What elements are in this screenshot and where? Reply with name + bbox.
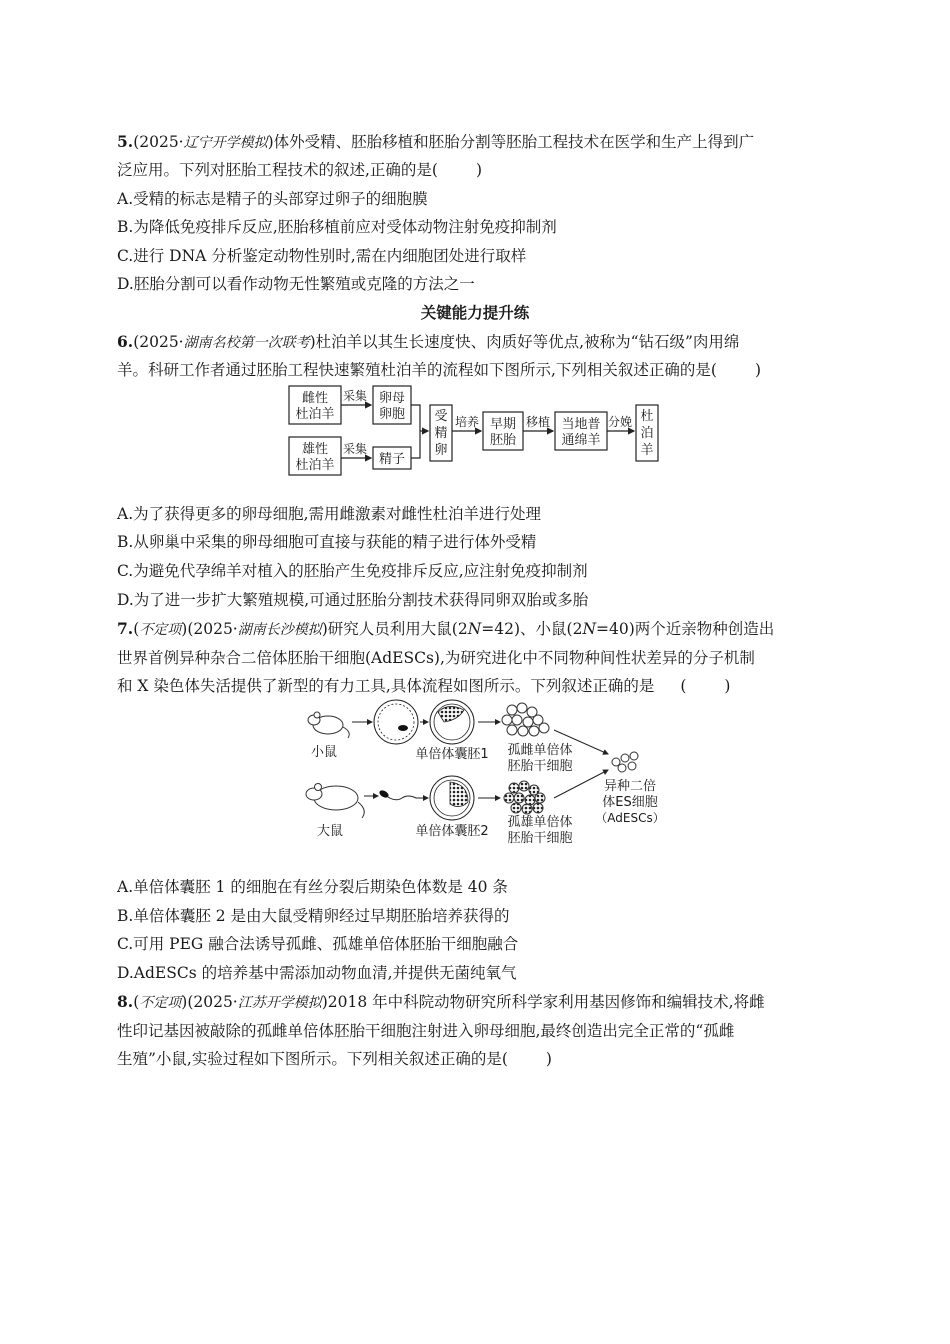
q8-tag-open: ( (133, 993, 140, 1011)
q7-option-c: C.可用 PEG 融合法诱导孤雌、孤雄单倍体胚胎干细胞融合 (117, 935, 519, 953)
q7-tag-close: ) (181, 620, 188, 638)
zygote-label-3: 卵 (434, 443, 448, 458)
q6-number: 6. (117, 332, 134, 351)
section-title: 关键能力提升练 (420, 304, 530, 322)
local-sheep-label-2: 通绵羊 (561, 433, 601, 448)
haploid-blastocyst-2-icon (430, 776, 474, 820)
female-esc-label-1: 孤雌单倍体 (507, 743, 573, 758)
q5-stem-1: )体外受精、胚胎移植和胚胎分割等胚胎工程技术在医学和生产上得到广 (267, 133, 755, 151)
q7-n1: N (467, 620, 482, 638)
blastocyst-1-label: 单倍体囊胚1 (415, 747, 489, 762)
q6-option-a: A.为了获得更多的卵母细胞,需用雌激素对雌性杜泊羊进行处理 (117, 505, 542, 523)
collect-label-1: 采集 (342, 389, 368, 403)
oocyte-label-1: 卵母 (378, 391, 406, 406)
male-esc-label-1: 孤雄单倍体 (507, 815, 573, 830)
q6-stem-line-1 (117, 328, 833, 357)
culture-label: 培养 (454, 415, 480, 429)
q7-tag: 不定项 (139, 622, 182, 638)
q8-source-open: (2025· (187, 993, 238, 1011)
female-esc-label-2: 胚胎干细胞 (507, 759, 573, 774)
q5-number: 5. (117, 132, 134, 151)
q6-stem-2: 羊。科研工作者通过胚胎工程快速繁殖杜泊羊的流程如下图所示,下列相关叙述正确的是( (117, 361, 717, 379)
q7-option-d: D.AdESCs 的培养基中需添加动物血清,并提供无菌纯氧气 (117, 964, 517, 982)
q5-stem-2: 泛应用。下列对胚胎工程技术的叙述,正确的是( (117, 161, 438, 179)
q7-stem-3: 和 X 染色体失活提供了新型的有力工具,具体流程如图所示。下列叙述正确的是 (117, 677, 655, 695)
q7-source: 湖南长沙模拟 (237, 622, 322, 638)
transfer-label: 移植 (525, 415, 551, 429)
q8-number: 8. (117, 992, 134, 1011)
dorper-offspring-label-2: 泊 (640, 426, 654, 441)
q7-option-b: B.单倍体囊胚 2 是由大鼠受精卵经过早期胚胎培养获得的 (117, 907, 510, 925)
male-dorper-label-2: 杜泊羊 (295, 458, 335, 473)
rat-label: 大鼠 (316, 824, 344, 839)
q8-source: 江苏开学模拟 (237, 995, 322, 1011)
male-esc-label-2: 胚胎干细胞 (507, 831, 573, 846)
q6-stem-1: )杜泊羊以其生长速度快、肉质好等优点,被称为“钻石级”肉用绵 (309, 333, 740, 351)
q8-stem-close: ) (545, 1050, 552, 1068)
female-dorper-label-2: 杜泊羊 (295, 407, 335, 422)
birth-label: 分娩 (607, 415, 633, 429)
early-embryo-label-1: 早期 (489, 417, 517, 432)
q6-option-c: C.为避免代孕绵羊对植入的胚胎产生免疫排斥反应,应注射免疫抑制剂 (117, 562, 588, 580)
q8-stem-line-1 (117, 988, 833, 1017)
q7-stem-line-2: 世界首例异种杂合二倍体胚胎干细胞(AdESCs),为研究进化中不同物种间性状差异的分子机制 (117, 649, 755, 667)
oocyte-icon (374, 700, 418, 744)
q7-stem-1b: =42)、小鼠(2 (481, 620, 583, 638)
q5-option-c: C.进行 DNA 分析鉴定动物性别时,需在内细胞团处进行取样 (117, 247, 527, 265)
q7-number: 7. (117, 619, 134, 638)
merge-bracket (411, 405, 420, 458)
q6-option-d: D.为了进一步扩大繁殖规模,可通过胚胎分割技术获得同卵双胎或多胎 (117, 591, 589, 609)
q7-n2: N (582, 620, 596, 638)
q6-source-open: (2025· (133, 333, 184, 351)
parthenogenetic-esc-cluster-icon (502, 703, 549, 736)
q5-stem-line-2 (117, 156, 833, 184)
q6-stem-close: ) (754, 361, 762, 379)
male-dorper-label-1: 雄性 (301, 442, 329, 457)
q8-stem-line-2: 性印记基因被敲除的孤雌单倍体胚胎干细胞注射进入卵母细胞,最终创造出完全正常的“孤雌 (117, 1022, 735, 1040)
q8-stem-line-3 (117, 1045, 833, 1073)
q5-option-d: D.胚胎分割可以看作动物无性繁殖或克隆的方法之一 (117, 275, 475, 293)
q7-stem-line-3 (117, 672, 833, 700)
q5-source-open: (2025· (133, 133, 184, 151)
q6-option-b: B.从卵巢中采集的卵母细胞可直接与获能的精子进行体外受精 (117, 533, 537, 551)
q6-source: 湖南名校第一次联考 (183, 335, 310, 351)
blastocyst-2-label: 单倍体囊胚2 (415, 824, 489, 839)
sperm-icon (378, 789, 416, 800)
adescs-label-2: 体ES细胞 (602, 795, 658, 810)
q5-option-b: B.为降低免疫排斥反应,胚胎移植前应对受体动物注射免疫抑制剂 (117, 218, 557, 236)
q5-option-a: A.受精的标志是精子的头部穿过卵子的细胞膜 (117, 190, 428, 208)
local-sheep-label-1: 当地普 (561, 417, 601, 432)
q6-flowchart (283, 383, 663, 479)
collect-label-2: 采集 (342, 442, 368, 456)
rat-icon (306, 784, 364, 819)
dorper-offspring-label-3: 羊 (640, 443, 654, 458)
mouse-label: 小鼠 (310, 745, 338, 760)
q5-stem-line-1 (117, 128, 833, 157)
q7-stem-line-1 (117, 615, 833, 644)
arrow-male-to-ades (554, 770, 608, 798)
haploid-blastocyst-1-icon (430, 700, 474, 744)
female-dorper-label-1: 雌性 (301, 391, 329, 406)
zygote-label-2: 精 (434, 426, 448, 441)
sperm-label: 精子 (378, 452, 406, 467)
adescs-cells-icon (612, 752, 638, 772)
q7-stem-1a: )研究人员利用大鼠(2 (321, 620, 468, 638)
q7-diagram (292, 698, 672, 850)
q5-stem-close: ) (475, 161, 483, 179)
zygote-label-1: 受 (434, 409, 448, 424)
oocyte-label-2: 卵胞 (378, 407, 406, 422)
q7-paren-open: ( (680, 677, 687, 695)
q8-tag: 不定项 (139, 995, 182, 1011)
mouse-icon (308, 712, 349, 738)
q6-stem-line-2 (117, 356, 833, 384)
q8-stem-1: )2018 年中科院动物研究所科学家利用基因修饰和编辑技术,将雌 (321, 993, 765, 1011)
q7-stem-1c: =40)两个近亲物种创造出 (596, 620, 775, 638)
q8-stem-3: 生殖”小鼠,实验过程如下图所示。下列相关叙述正确的是( (117, 1050, 508, 1068)
q7-source-open: (2025· (187, 620, 238, 638)
adescs-label-1: 异种二倍 (603, 779, 657, 794)
androgenetic-esc-cluster-icon (504, 781, 545, 814)
adescs-label-3: （AdESCs） (595, 811, 665, 825)
q7-tag-open: ( (133, 620, 140, 638)
q7-option-a: A.单倍体囊胚 1 的细胞在有丝分裂后期染色体数是 40 条 (117, 878, 508, 896)
q5-source: 辽宁开学模拟 (183, 135, 268, 151)
early-embryo-label-2: 胚胎 (489, 433, 517, 448)
q7-paren-close: ) (724, 677, 731, 695)
q8-tag-close: ) (181, 993, 188, 1011)
dorper-offspring-label-1: 杜 (640, 409, 654, 424)
